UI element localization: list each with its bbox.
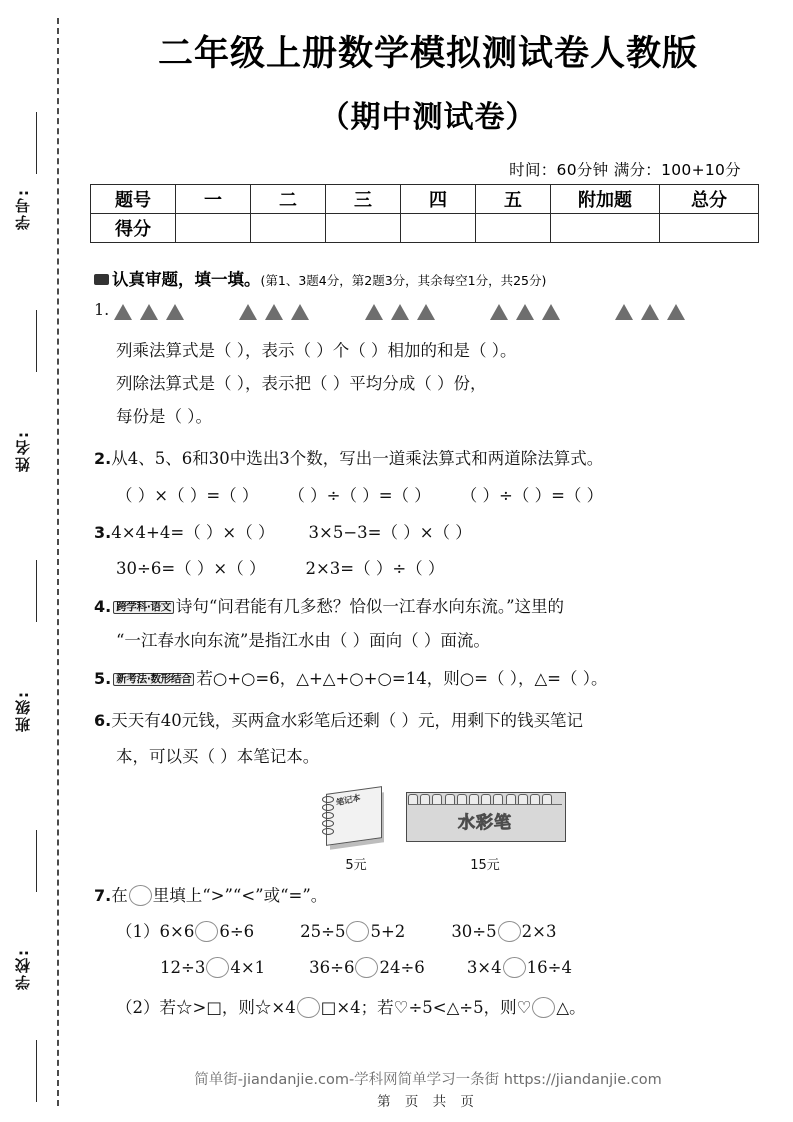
section-heading [94,266,784,290]
answer-circle[interactable] [498,921,521,942]
spiral-ring-icon [322,812,334,819]
triangle-icon [291,304,309,320]
score-cell-total[interactable] [660,214,759,243]
score-cell-1[interactable] [176,214,251,243]
q7-r2-c2-left: 36÷6 [309,958,355,977]
question-7-sub2-label: （2） [116,998,160,1017]
triangle-group-3 [365,301,443,320]
triangle-icon [641,304,659,320]
question-4-text-1: 诗句“问君能有几多愁？恰似一江春水向东流。”这里的 [175,597,565,616]
triangle-group-5 [615,301,693,320]
q7-r2-c3-left: 3×4 [466,958,502,977]
spiral-ring-icon [322,820,334,827]
question-5-number: 5. [94,669,112,688]
answer-circle[interactable] [195,921,218,942]
question-1-figure [94,300,793,320]
margin-divider-4 [36,830,37,892]
header-cell-4: 四 [401,185,476,214]
question-2-number: 2. [94,449,112,468]
question-4-line-1 [94,598,793,616]
question-7-number: 7. [94,886,112,905]
question-3-expr-1a[interactable]: 4×4+4=（ ）×（ ） [111,523,275,542]
question-3-expr-2a[interactable]: 30÷6=（ ）×（ ） [116,559,266,578]
table-row-header [91,185,759,214]
question-6-line-1[interactable] [94,712,793,730]
question-1-line-3[interactable] [94,408,793,425]
header-cell-5: 五 [476,185,551,214]
marker-cap-icon [518,794,528,805]
question-1-text-1: 列乘法算式是（ ），表示（ ）个（ ）相加的和是（ ）。 [116,341,517,360]
score-table [90,184,759,243]
question-2-expr-1[interactable]: （ ）×（ ）=（ ） [116,486,259,505]
q7-r1-c2-left: 25÷5 [300,922,346,941]
left-margin [0,0,78,1122]
score-cell-5[interactable] [476,214,551,243]
spiral-ring-icon [322,804,334,811]
header-cell-bonus: 附加题 [551,185,660,214]
marker-cap-icon [493,794,503,805]
marker-cap-icon [542,794,552,805]
marker-box-illustration [406,788,578,876]
margin-label-school: 学校: [14,948,32,990]
question-2-expr-3[interactable]: （ ）÷（ ）=（ ） [460,486,604,505]
table-row-scores [91,214,759,243]
question-1-number: 1. [94,300,110,319]
header-cell-2: 二 [251,185,326,214]
header-cell-label: 题号 [91,185,176,214]
question-2-answer-row[interactable] [94,487,793,504]
marker-cap-icon [408,794,418,805]
question-3-line-2[interactable] [94,560,793,577]
footer-page-number: 第 页 共 页 [377,1094,479,1110]
triangle-icon [516,304,534,320]
question-7-text-a: 在 [111,886,128,905]
question-7-prompt [94,886,793,907]
question-4-text-2[interactable]: “一江春水向东流”是指江水由（ ）面向（ ）面流。 [116,631,490,650]
page-title: 二年级上册数学模拟测试卷人教版 [157,34,698,74]
triangle-icon [417,304,435,320]
triangle-icon [365,304,383,320]
margin-label-name: 姓名: [14,430,32,472]
marker-cap-icon [445,794,455,805]
margin-divider-5 [36,1040,37,1102]
marker-box-price: 15元 [470,858,500,873]
answer-circle[interactable] [297,997,320,1018]
marker-cap-icon [530,794,540,805]
question-5-text[interactable]: 若○+○=6，△+△+○+○=14，则○=（ ），△=（ ）。 [196,669,608,688]
triangle-icon [114,304,132,320]
margin-label-class: 班级: [14,690,32,732]
q7-r2-c1-right: 4×1 [230,958,266,977]
triangle-icon [391,304,409,320]
question-1-line-2[interactable] [94,375,793,392]
question-4-number: 4. [94,597,112,616]
section-marker-icon [94,274,109,285]
score-row-label: 得分 [91,214,176,243]
triangle-group-4 [490,301,568,320]
score-cell-bonus[interactable] [551,214,660,243]
answer-circle[interactable] [355,957,378,978]
q7-r1-c1-left: 6×6 [159,922,195,941]
question-7-sub1-label: （1） [116,922,160,941]
question-5-badge: 新考法·数形结合 [113,673,194,686]
question-6-figure [318,784,578,876]
question-3-line-1[interactable] [94,524,793,542]
question-6-line-2[interactable] [94,748,793,765]
triangle-icon [140,304,158,320]
q7-r1-c2-right: 5+2 [370,922,406,941]
answer-circle[interactable] [532,997,555,1018]
question-7-sub-2[interactable] [94,998,793,1019]
q7-r2-c1-left: 12÷3 [160,958,206,977]
question-4-badge: 跨学科·语文 [113,601,174,614]
q7-r1-c1-right: 6÷6 [219,922,255,941]
exam-sheet [78,0,793,1122]
marker-box-label: 水彩笔 [458,813,512,833]
marker-cap-icon [457,794,467,805]
marker-cap-icon [420,794,430,805]
triangle-group-1 [114,301,192,320]
question-7-row-1[interactable] [94,922,793,943]
marker-cap-icon [506,794,516,805]
triangle-icon [166,304,184,320]
notebook-label: 笔记本 [335,793,361,809]
margin-label-student-id: 学号: [14,188,32,230]
q7-r1-c3-right: 2×3 [521,922,557,941]
spiral-ring-icon [322,796,334,803]
answer-circle[interactable] [346,921,369,942]
triangle-icon [667,304,685,320]
question-2-expr-2[interactable]: （ ）÷（ ）=（ ） [288,486,431,505]
footer-site-text: 简单街-jiandanjie.com-学科网简单学习一条街 https://jiandanjie.com [194,1072,662,1088]
q7-r1-c3-left: 30÷5 [451,922,497,941]
triangle-group-2 [239,301,317,320]
margin-divider-2 [36,310,37,372]
question-6-text-1[interactable]: 天天有40元钱，买两盒水彩笔后还剩（ ）元，用剩下的钱买笔记 [111,711,583,730]
triangle-icon [239,304,257,320]
question-7-sub2-c: △。 [556,998,586,1017]
answer-circle[interactable] [206,957,229,978]
score-cell-4[interactable] [401,214,476,243]
margin-divider-3 [36,560,37,622]
marker-cap-icon [469,794,479,805]
spiral-ring-icon [322,828,334,835]
question-7-text-b: 里填上“>”“<”或“=”。 [152,886,328,905]
question-4-line-2[interactable] [94,632,793,649]
triangle-icon [615,304,633,320]
marker-cap-icon [481,794,491,805]
notebook-price: 5元 [345,858,367,873]
question-6-number: 6. [94,711,112,730]
marker-caps-row [408,791,562,805]
question-7-sub2-a: 若☆>□，则☆×4 [159,998,296,1017]
question-2-text: 从4、5、6和30中选出3个数，写出一道乘法算式和两道除法算式。 [111,449,604,468]
question-7-sub2-b: □×4；若♡÷5<△÷5，则♡ [320,998,532,1017]
header-cell-total: 总分 [660,185,759,214]
question-2-prompt [94,450,793,468]
triangle-icon [542,304,560,320]
question-7-row-2[interactable] [94,958,793,979]
q7-r2-c2-right: 24÷6 [379,958,425,977]
section-note: (第1、3题4分，第2题3分，其余每空1分，共25分) [260,273,547,288]
triangle-icon [490,304,508,320]
answer-circle[interactable] [129,885,152,906]
section-title: 认真审题，填一填。 [112,270,261,289]
question-1-line-1[interactable] [94,342,793,359]
question-3-expr-2b[interactable]: 2×3=（ ）÷（ ） [305,559,445,578]
question-3-number: 3. [94,523,112,542]
question-5[interactable] [94,670,793,688]
question-1-text-2: 列除法算式是（ ），表示把（ ）平均分成（ ）份， [116,374,487,393]
cut-line-dashed [57,18,59,1106]
answer-circle[interactable] [503,957,526,978]
header-cell-1: 一 [176,185,251,214]
q7-r2-c3-right: 16÷4 [526,958,572,977]
marker-cap-icon [432,794,442,805]
question-1-text-3: 每份是（ ）。 [116,407,212,426]
question-3-expr-1b[interactable]: 3×5−3=（ ）×（ ） [308,523,472,542]
score-cell-3[interactable] [326,214,401,243]
page-subtitle: （期中测试卷） [319,100,537,135]
margin-divider-1 [36,112,37,174]
header-cell-3: 三 [326,185,401,214]
score-cell-2[interactable] [251,214,326,243]
question-6-text-2[interactable]: 本，可以买（ ）本笔记本。 [116,747,320,766]
triangle-icon [265,304,283,320]
exam-meta-info: 时间：60分钟 满分：100+10分 [509,161,741,179]
notebook-illustration [318,784,400,876]
